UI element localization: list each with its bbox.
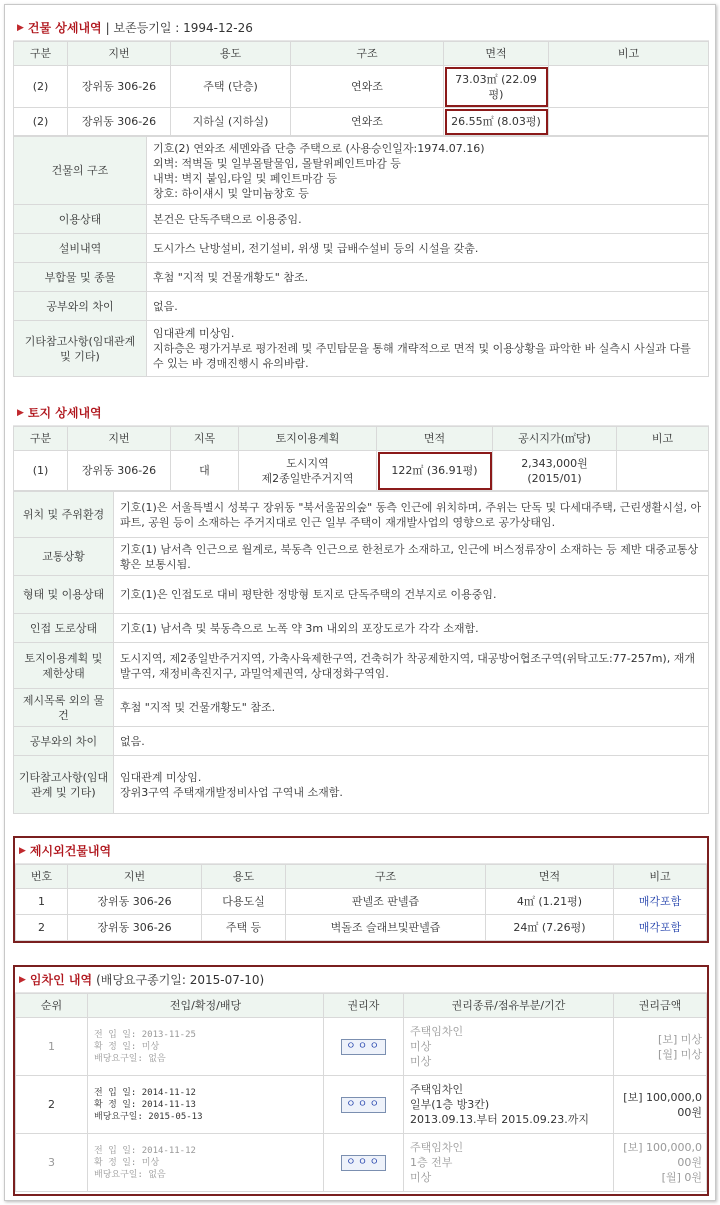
info-row [14,643,709,689]
info-label: 공부와의 차이 [14,292,147,321]
tenant-table [15,993,707,1192]
extra-header-row [16,865,707,889]
triangle-icon: ▶ [19,845,26,856]
building-registry-date: | 보존등기일 : 1994-12-26 [105,21,253,35]
tenant-row [16,1134,707,1192]
building-header [13,15,709,41]
info-label: 이용상태 [14,205,147,234]
col-header: 비고 [614,865,707,889]
tenant-deadline: (배당요구종기일: 2015-07-10) [96,973,265,987]
holder-button[interactable]: ㅇㅇㅇ [341,1097,386,1113]
land-info-table [13,491,709,814]
building-table [13,41,709,136]
info-row [14,263,709,292]
table-row [16,889,707,915]
info-value: 없음. [114,727,709,756]
holder-button[interactable]: ㅇㅇㅇ [341,1155,386,1171]
info-value: 임대관계 미상임. 지하층은 평가거부로 평가전례 및 주민탐문을 통해 개략적으로 면적 및 이용상황을 파악한 바 실측시 사실과 다를 수 있는 바 경매진행시 유의바람. [147,321,709,377]
cell: 장위동 306-26 [68,108,171,136]
rank-cell: 3 [16,1134,88,1192]
land-title: 토지 상세내역 [27,406,102,420]
kind-cell: 주택임차인 1층 전부 미상 [404,1134,614,1192]
info-label: 위치 및 주위환경 [14,492,114,538]
cell [549,66,709,108]
cell: 벽돌조 슬래브및판넬즙 [286,915,486,941]
cell [617,451,709,491]
info-row [14,727,709,756]
info-row [14,538,709,576]
building-info-table [13,136,709,377]
info-row [14,614,709,643]
holder-cell [324,1134,404,1192]
area-cell: 26.55㎡ (8.03평) [444,108,549,136]
land-table [13,426,709,491]
amount-cell: [보] 100,000,000원 [월] 0원 [614,1134,707,1192]
tenant-section [13,965,709,1196]
cell: 판넬조 판넬즙 [286,889,486,915]
building-section [13,15,709,377]
cell: (2) [14,108,68,136]
cell: 장위동 306-26 [68,915,202,941]
table-row [14,66,709,108]
col-header: 토지이용계획 [239,427,377,451]
info-row [14,576,709,614]
col-header: 면적 [486,865,614,889]
building-header-row [14,42,709,66]
cell: 2 [16,915,68,941]
col-header: 비고 [617,427,709,451]
triangle-icon: ▶ [17,22,24,33]
triangle-icon: ▶ [17,407,24,418]
col-header: 구분 [14,427,68,451]
sale-included-link[interactable]: 매각포함 [614,915,707,941]
holder-cell [324,1076,404,1134]
amount-cell: [보] 미상 [월] 미상 [614,1018,707,1076]
col-header: 지번 [68,42,171,66]
table-row [14,108,709,136]
info-label: 기타참고사항(임대관계 및 기타) [14,756,114,814]
info-label: 기타참고사항(임대관계 및 기타) [14,321,147,377]
cell: 연와조 [291,108,444,136]
col-header: 면적 [444,42,549,66]
col-header: 용도 [171,42,291,66]
col-header: 권리종류/점유부분/기간 [404,994,614,1018]
extra-title: 제시외건물내역 [29,844,112,858]
info-row [14,137,709,205]
info-value: 기호(1) 남서측 인근으로 월계로, 북동측 인근으로 한천로가 소재하고, 인근에 버스정류장이 소재하는 등 제반 대중교통상황은 보통시됨. [114,538,709,576]
info-value: 도시지역, 제2종일반주거지역, 가축사육제한구역, 건축허가 착공제한지역, 대공방어협조구역(위탁고도:77-257m), 재개발구역, 재정비촉진지구, 과밀억제권역, 상대정화구역임. [114,643,709,689]
info-value: 본건은 단독주택으로 이용중임. [147,205,709,234]
extra-building-section [13,836,709,943]
cell: 장위동 306-26 [68,66,171,108]
cell: 주택 등 [202,915,286,941]
col-header: 지번 [68,427,171,451]
col-header: 면적 [377,427,493,451]
cell: 대 [171,451,239,491]
info-label: 설비내역 [14,234,147,263]
info-label: 건물의 구조 [14,137,147,205]
cell: 연와조 [291,66,444,108]
info-row [14,234,709,263]
table-row [16,915,707,941]
cell: (2) [14,66,68,108]
amount-cell: [보] 100,000,000원 [614,1076,707,1134]
rank-cell: 1 [16,1018,88,1076]
col-header: 공시지가(㎡당) [493,427,617,451]
cell: 장위동 306-26 [68,889,202,915]
info-label: 인접 도로상태 [14,614,114,643]
col-header: 비고 [549,42,709,66]
area-cell: 122㎡ (36.91평) [377,451,493,491]
cell [549,108,709,136]
info-value: 도시가스 난방설비, 전기설비, 위생 및 급배수설비 등의 시설을 갖춤. [147,234,709,263]
col-header: 구조 [291,42,444,66]
info-label: 토지이용계획 및 제한상태 [14,643,114,689]
info-value: 기호(2) 연와조 세멘와즙 단층 주택으로 (사용승인일자:1974.07.16) 외벽: 적벽돌 및 일부몰탈물임, 몰탈위페인트마감 등 내벽: 벽지 붙임,타일 및 페인트마감 등 창호: 하이섀시 및 알미늄창호 등 [147,137,709,205]
info-row [14,292,709,321]
cell: 다용도실 [202,889,286,915]
tenant-header-row [16,994,707,1018]
extra-table [15,864,707,941]
area-cell: 73.03㎡ (22.09평) [444,66,549,108]
col-header: 권리자 [324,994,404,1018]
info-value: 기호(1)은 인접도로 대비 평탄한 정방형 토지로 단독주택의 건부지로 이용중임. [114,576,709,614]
cell: 지하실 (지하실) [171,108,291,136]
sale-included-link[interactable]: 매각포함 [614,889,707,915]
info-row [14,756,709,814]
extra-header [15,838,707,864]
info-row [14,321,709,377]
land-header-row [14,427,709,451]
tenant-row [16,1076,707,1134]
info-label: 형태 및 이용상태 [14,576,114,614]
col-header: 순위 [16,994,88,1018]
cell: 24㎡ (7.26평) [486,915,614,941]
info-value: 기호(1)은 서울특별시 성북구 장위동 "북서울꿈의숲" 동측 인근에 위치하며, 주위는 단독 및 다세대주택, 근린생활시설, 아파트, 공원 등이 소재하는 주거지대로 인근 일부 주택이 재개발사업의 영향으로 공가상태임. [114,492,709,538]
tenant-header [15,967,707,993]
land-header [13,400,709,426]
holder-button[interactable]: ㅇㅇㅇ [341,1039,386,1055]
col-header: 지번 [68,865,202,889]
page-frame [4,4,716,1201]
info-row [14,492,709,538]
col-header: 전입/확정/배당 [88,994,324,1018]
col-header: 권리금액 [614,994,707,1018]
tenant-title: 임차인 내역 [29,973,93,987]
cell: 1 [16,889,68,915]
info-label: 부합물 및 종물 [14,263,147,292]
land-section [13,400,709,814]
col-header: 지목 [171,427,239,451]
cell: 4㎡ (1.21평) [486,889,614,915]
info-label: 교통상황 [14,538,114,576]
tenant-row [16,1018,707,1076]
info-row [14,205,709,234]
info-value: 후첨 "지적 및 건물개황도" 참조. [147,263,709,292]
cell: (1) [14,451,68,491]
info-value: 임대관계 미상임. 장위3구역 주택재개발정비사업 구역내 소재함. [114,756,709,814]
info-value: 후첨 "지적 및 건물개황도" 참조. [114,689,709,727]
col-header: 용도 [202,865,286,889]
col-header: 구분 [14,42,68,66]
info-label: 제시목록 외의 물건 [14,689,114,727]
table-row [14,451,709,491]
info-label: 공부와의 차이 [14,727,114,756]
kind-cell: 주택임차인 일부(1층 방3칸) 2013.09.13.부터 2015.09.23.까지 [404,1076,614,1134]
info-value: 없음. [147,292,709,321]
cell: 도시지역 제2종일반주거지역 [239,451,377,491]
info-row [14,689,709,727]
cell: 장위동 306-26 [68,451,171,491]
info-value: 기호(1) 남서측 및 북동측으로 노폭 약 3m 내외의 포장도로가 각각 소재함. [114,614,709,643]
cell: 2,343,000원 (2015/01) [493,451,617,491]
rank-cell: 2 [16,1076,88,1134]
col-header: 번호 [16,865,68,889]
col-header: 구조 [286,865,486,889]
triangle-icon: ▶ [19,974,26,985]
dates-cell: 전 입 일: 2014-11-12 확 정 일: 미상 배당요구일: 없음 [88,1134,324,1192]
cell: 주택 (단층) [171,66,291,108]
dates-cell: 전 입 일: 2014-11-12 확 정 일: 2014-11-13 배당요구일: 2015-05-13 [88,1076,324,1134]
dates-cell: 전 입 일: 2013-11-25 확 정 일: 미상 배당요구일: 없음 [88,1018,324,1076]
kind-cell: 주택임차인 미상 미상 [404,1018,614,1076]
holder-cell [324,1018,404,1076]
building-title: 건물 상세내역 [27,21,102,35]
